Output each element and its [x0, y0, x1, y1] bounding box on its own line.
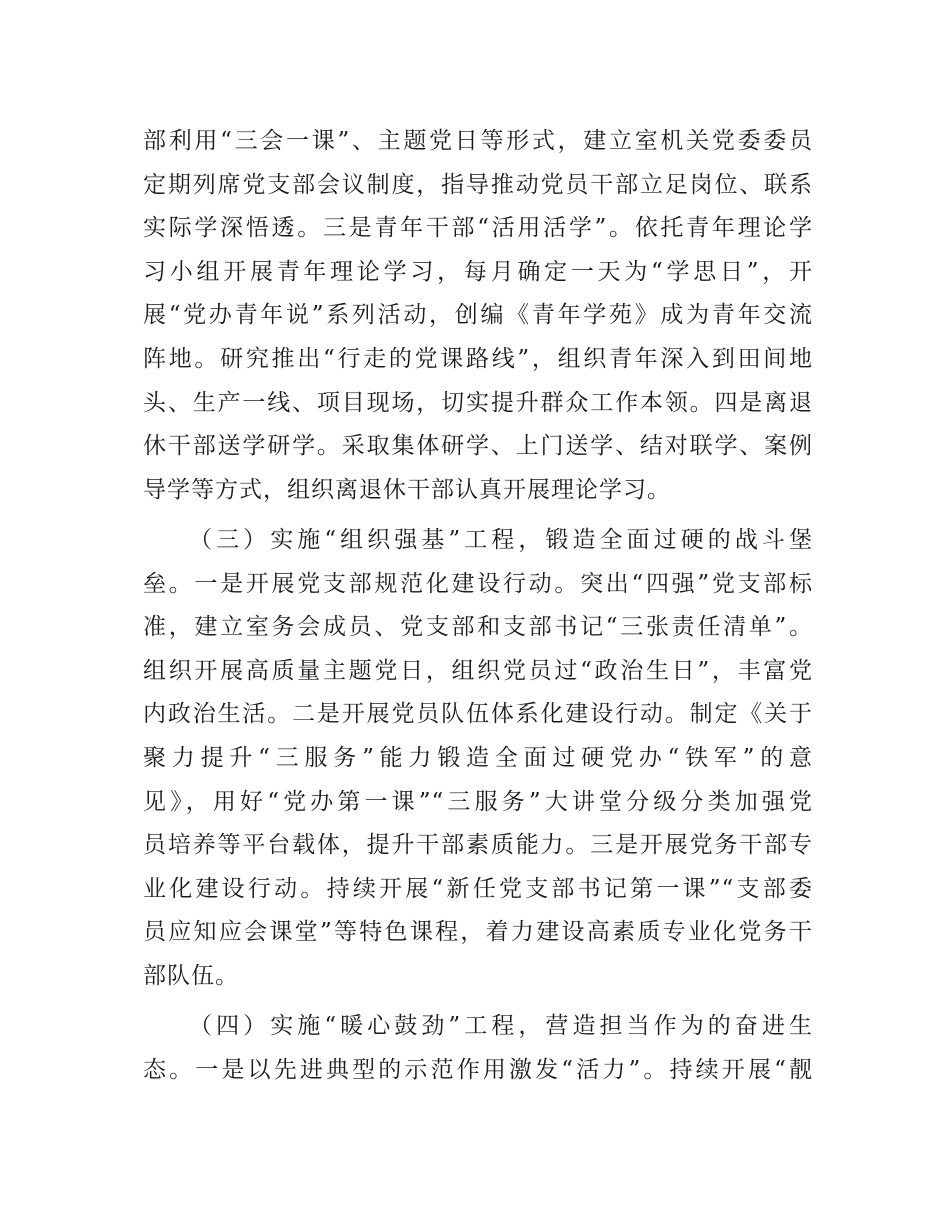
text-line: 内政治生活。二是开展党员队伍体系化建设行动。制定《关于	[143, 701, 813, 728]
text-line: 导学等方式，组织离退休干部认真开展理论学习。	[143, 476, 671, 503]
text-line: 聚力提升“三服务”能力锻造全面过硬党办“铁军”的意	[143, 744, 813, 771]
text-line: 部队伍。	[143, 962, 239, 989]
text-line: 垒。一是开展党支部规范化建设行动。突出“四强”党支部标	[143, 570, 813, 597]
paragraph-2	[143, 519, 813, 999]
text-line: 业化建设行动。持续开展“新任党支部书记第一课”“支部委	[143, 875, 813, 902]
text-line: 实际学深悟透。三是青年干部“活用活学”。依托青年理论学	[143, 215, 813, 242]
text-line: 部利用“三会一课”、主题党日等形式，建立室机关党委委员	[143, 128, 813, 154]
text-line: 习小组开展青年理论学习，每月确定一天为“学思日”，开	[143, 258, 813, 285]
text-line: 见》，用好“党办第一课”“三服务”大讲堂分级分类加强党	[143, 788, 813, 815]
text-line: 态。一是以先进典型的示范作用激发“活力”。持续开展“靓	[143, 1056, 813, 1083]
text-line: 准，建立室务会成员、党支部和支部书记“三张责任清单”。	[143, 614, 813, 641]
text-line: 头、生产一线、项目现场，切实提升群众工作本领。四是离退	[143, 389, 813, 416]
text-line: 员应知应会课堂”等特色课程，着力建设高素质专业化党务干	[143, 919, 813, 946]
paragraph-3	[143, 1005, 813, 1092]
text-line: 组织开展高质量主题党日，组织党员过“政治生日”，丰富党	[143, 657, 813, 684]
text-line: 定期列席党支部会议制度，指导推动党员干部立足岗位、联系	[143, 171, 813, 198]
paragraph-1	[143, 120, 813, 512]
text-line: 休干部送学研学。采取集体研学、上门送学、结对联学、案例	[143, 433, 813, 460]
text-line: 员培养等平台载体，提升干部素质能力。三是开展党务干部专	[143, 832, 813, 859]
text-line: （四）实施“暖心鼓劲”工程，营造担当作为的奋进生	[189, 1013, 813, 1039]
text-line: （三）实施“组织强基”工程，锻造全面过硬的战斗堡	[189, 527, 813, 553]
text-line: 阵地。研究推出“行走的党课路线”，组织青年深入到田间地	[143, 345, 813, 372]
text-line: 展“党办青年说”系列活动，创编《青年学苑》成为青年交流	[143, 302, 813, 329]
